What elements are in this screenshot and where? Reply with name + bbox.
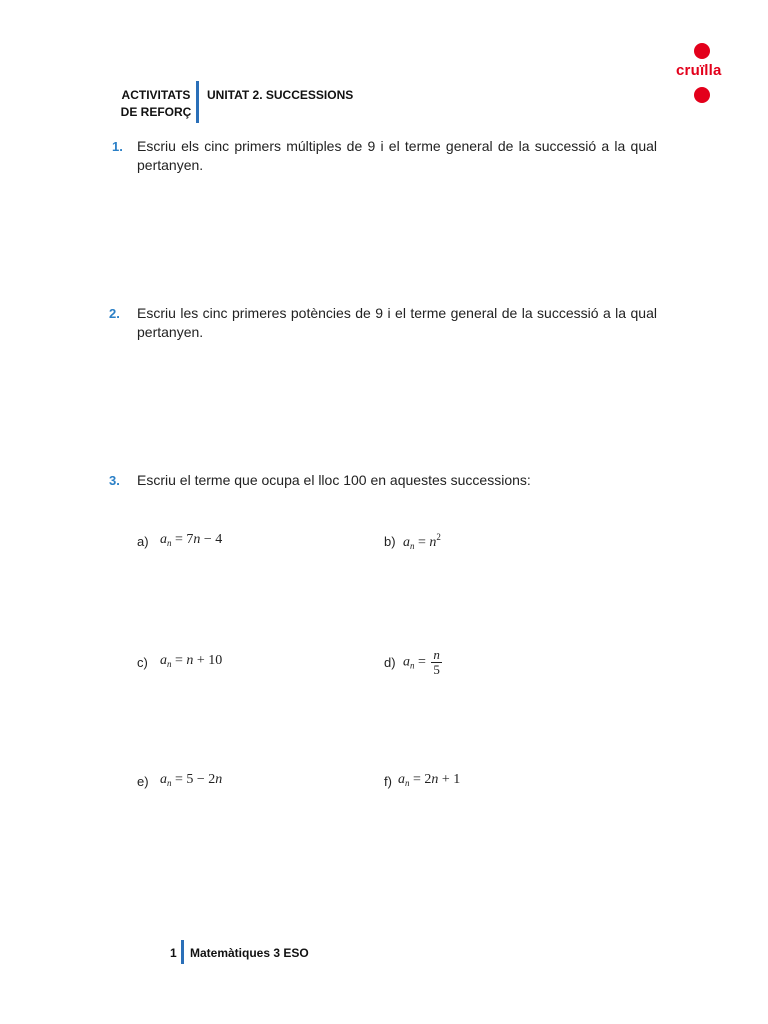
publisher-logo: cruïlla xyxy=(676,62,722,79)
question-3-number: 3. xyxy=(109,473,120,488)
logo-top-dot xyxy=(694,43,710,59)
logo-bottom-dot xyxy=(694,87,710,103)
option-b-label: b) xyxy=(384,534,396,549)
footer-divider xyxy=(181,940,184,964)
question-2-text: Escriu les cinc primeres potències de 9 i el terme general de la successió a la qual pertanyen. xyxy=(137,305,657,340)
option-b-formula: $a_n = n^2$ xyxy=(403,532,441,551)
footer-subject: Matemàtiques 3 ESO xyxy=(190,946,309,960)
option-e-label: e) xyxy=(137,774,149,789)
header-divider xyxy=(196,81,199,123)
unit-title: UNITAT 2. SUCCESSIONS xyxy=(207,88,354,102)
question-1-number: 1. xyxy=(112,139,123,154)
option-e-formula: $a_n = 5 - 2n$ xyxy=(160,772,223,788)
header-activity-type xyxy=(118,87,194,121)
page-number: 1 xyxy=(170,946,177,960)
header-activity-line2: DE REFORÇ xyxy=(120,105,192,119)
question-1-text: Escriu els cinc primers múltiples de 9 i el terme general de la successió a la qual pertanyen. xyxy=(137,138,657,173)
option-c-label: c) xyxy=(137,655,148,670)
option-f-label: f) xyxy=(384,774,392,789)
question-2-number: 2. xyxy=(109,306,120,321)
header-activity-line1: ACTIVITATS xyxy=(121,88,191,102)
option-d-label: d) xyxy=(384,655,396,670)
option-f-formula: $a_n = 2n + 1$ xyxy=(398,772,461,788)
option-c-formula: $a_n = n + 10$ xyxy=(160,653,223,669)
option-d-formula: $a_n$ = $\frac{n}{5}$ xyxy=(403,647,440,677)
question-3-text: Escriu el terme que ocupa el lloc 100 en aquestes successions: xyxy=(137,472,531,488)
option-a-formula: $a_n = 7n - 4$ xyxy=(160,532,223,548)
fraction: $\frac{n}{5}$ xyxy=(433,647,440,677)
option-a-label: a) xyxy=(137,534,149,549)
